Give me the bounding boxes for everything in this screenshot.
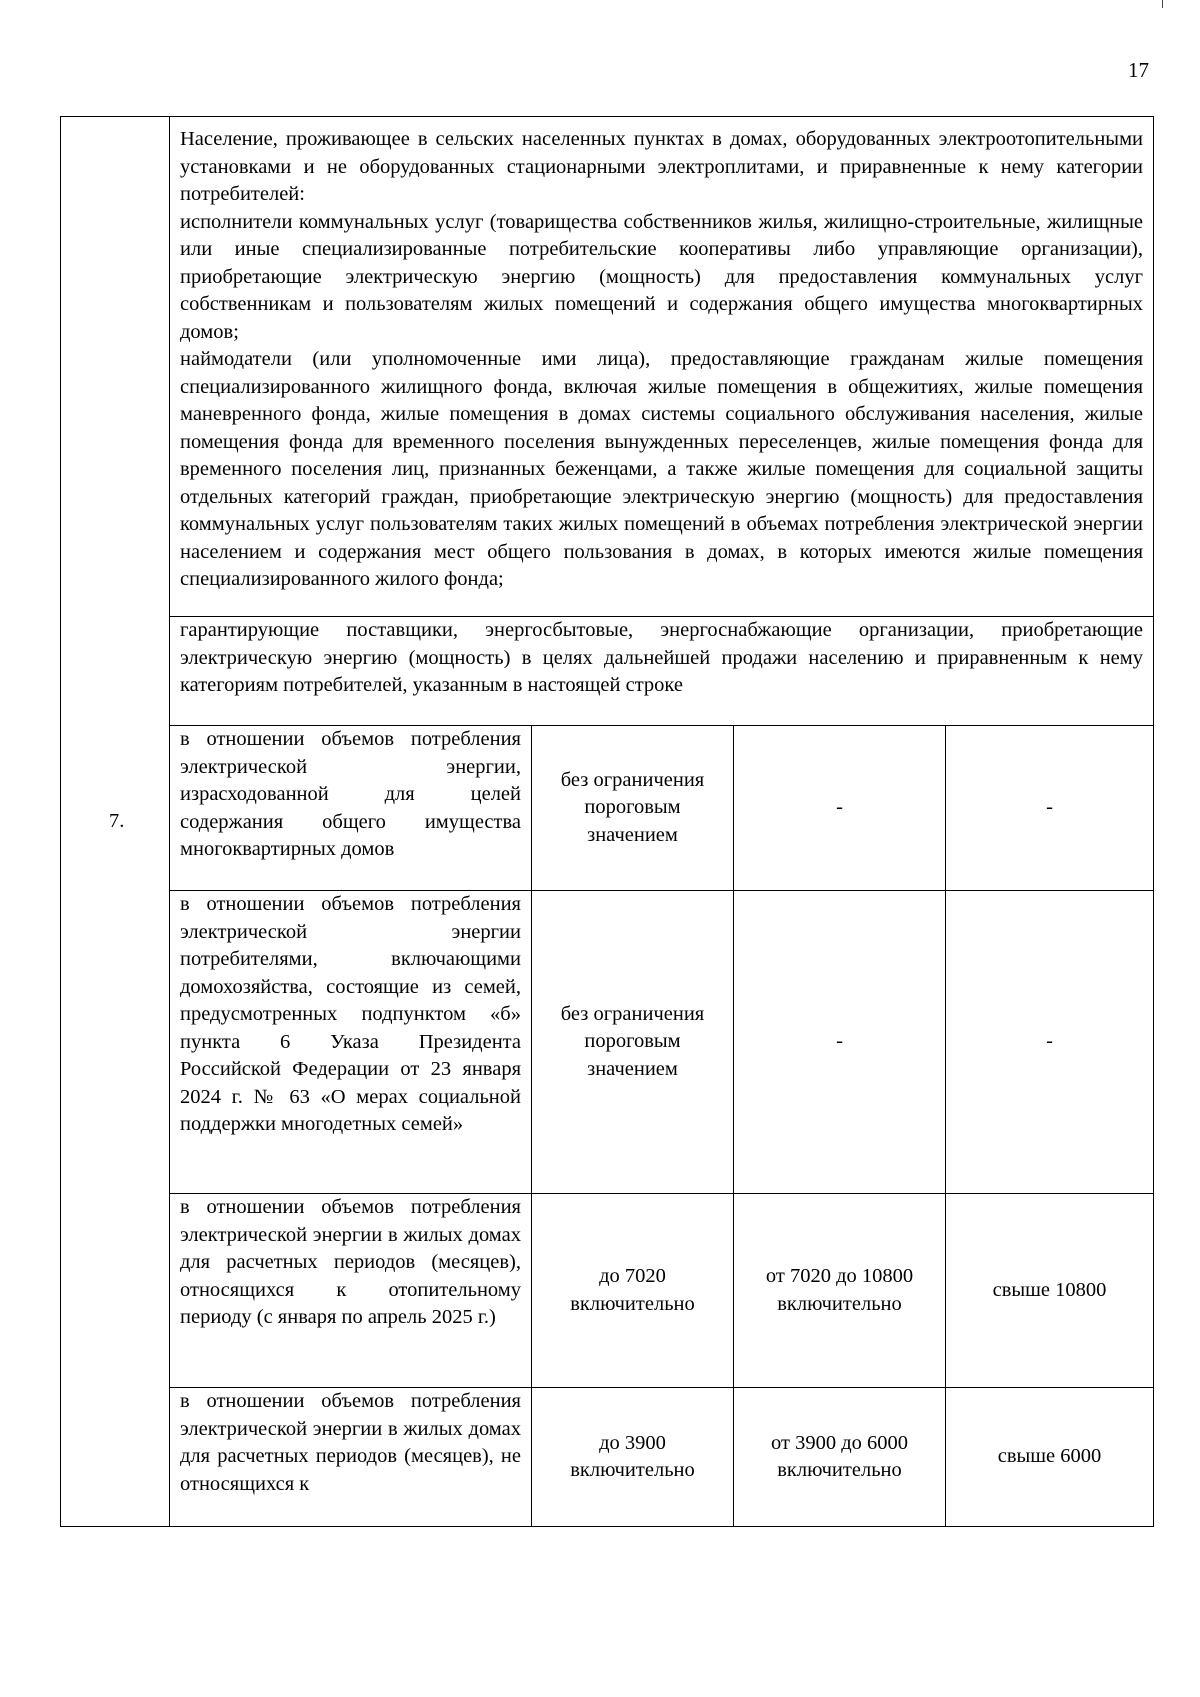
range-middle: от 7020 до 10800 включительно — [734, 1194, 946, 1388]
table-row — [61, 1194, 1154, 1388]
range-upper: свыше 10800 — [946, 1194, 1154, 1388]
intro-paragraph: Население, проживающее в сельских населенных пунктах в домах, оборудованных электроотопительными установками и не оборудованных стационарными электроплитами, и приравненные к нему категории потребителей: — [180, 128, 1144, 205]
table-row — [61, 891, 1154, 1194]
range-middle: от 3900 до 6000 включительно — [734, 1388, 946, 1527]
range-upper: - — [946, 726, 1154, 891]
intro-paragraph: исполнители коммунальных услуг (товарищества собственников жилья, жилищно-строительные, жилищные или иные специализированные потребительские кооперативы либо управляющие организации), приобретающие электрическую энергию (мощность) для предоставления коммунальных услуг собственникам и пользователям жилых помещений и содержания общего имущества многоквартирных домов; — [180, 210, 1144, 343]
row-number: 7. — [61, 117, 170, 1527]
range-lower: до 7020 включительно — [532, 1194, 734, 1388]
range-middle: - — [734, 726, 946, 891]
range-middle: - — [734, 891, 946, 1194]
row-description: в отношении объемов потребления электрической энергии в жилых домах для расчетных периодов (месяцев), относящихся к отопительному периоду (с января по апрель 2025 г.) — [170, 1194, 532, 1388]
page-number: 17 — [1128, 58, 1149, 82]
range-upper: - — [946, 891, 1154, 1194]
intro-paragraph: наймодатели (или уполномоченные ими лица), предоставляющие гражданам жилые помещения специализированного жилищного фонда, включая жилые помещения в общежитиях, жилые помещения маневренного фонда, жилые помещения в домах системы социального обслуживания населения, жилые помещения фонда для временного поселения вынужденных переселенцев, жилые помещения фонда для временного поселения лиц, признанных беженцами, а также жилые помещения для социальной защиты отдельных категорий граждан, приобретающие электрическую энергию (мощность) для предоставления коммунальных услуг пользователям таких жилых помещений в объемах потребления электрической энергии населением и содержания мест общего пользования в домах, в которых имеются жилые помещения специализированного жилого фонда; — [180, 348, 1144, 590]
row-description: в отношении объемов потребления электрической энергии в жилых домах для расчетных периодов (месяцев), не относящихся к — [170, 1388, 532, 1527]
range-lower: без ограничения пороговым значением — [532, 891, 734, 1194]
range-lower: до 3900 включительно — [532, 1388, 734, 1527]
row-description: в отношении объемов потребления электрической энергии, израсходованной для целей содержания общего имущества многоквартирных домов — [170, 726, 532, 891]
table-row — [61, 117, 1154, 617]
intro-cell — [170, 117, 1154, 617]
scan-mark — [1162, 0, 1163, 8]
suppliers-cell: гарантирующие поставщики, энергосбытовые, энергоснабжающие организации, приобретающие электрическую энергию (мощность) в целях дальнейшей продажи населению и приравненным к нему категориям потребителей, указанным в настоящей строке — [170, 617, 1154, 726]
table-row — [61, 1388, 1154, 1527]
table-row — [61, 726, 1154, 891]
range-upper: свыше 6000 — [946, 1388, 1154, 1527]
tariff-table — [60, 116, 1154, 1527]
table-row — [61, 617, 1154, 726]
range-lower: без ограничения пороговым значением — [532, 726, 734, 891]
row-description: в отношении объемов потребления электрической энергии потребителями, включающими домохозяйства, состоящие из семей, предусмотренных подпунктом «б» пункта 6 Указа Президента Российской Федерации от 23 января 2024 г. № 63 «О мерах социальной поддержки многодетных семей» — [170, 891, 532, 1194]
